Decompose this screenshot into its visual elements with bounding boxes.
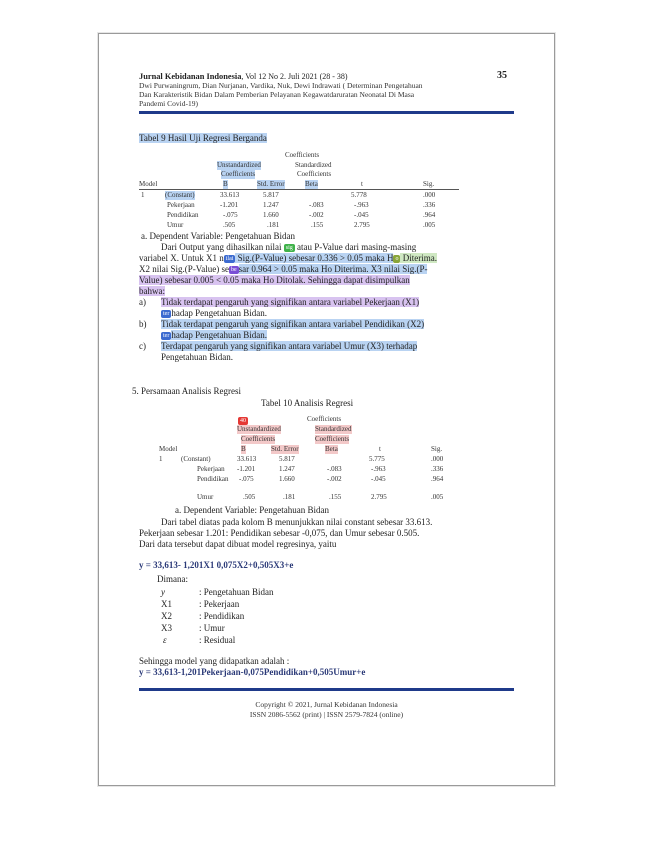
table9-cell-se: 1.660 (263, 211, 279, 219)
table10-cell-se: 1.247 (279, 465, 295, 473)
table10-cell-b: -1.201 (237, 465, 256, 473)
header-authors-line3: Pandemi Covid-19) (139, 99, 198, 108)
annotation-tag[interactable]: 40 (240, 418, 246, 425)
table10-cell-sig: .000 (431, 455, 444, 463)
table10-cell-beta: .155 (329, 493, 342, 501)
table9-cell-name: Umur (167, 221, 184, 229)
table9-col-beta: Beta (305, 180, 318, 188)
table9-std-1: Standardized (295, 161, 332, 169)
annotation-tag[interactable]: o (395, 255, 399, 262)
table9-footnote: a. Dependent Variable: Pengetahuan Bidan (141, 231, 296, 241)
para1-line3: X2 nilai Sig.(P-Value) se be sar 0.964 > 0.05 maka Ho Diterima. X3 nilai Sig.(P- (139, 264, 428, 274)
footer-issn: ISSN 2086-5562 (print) | ISSN 2579-7824 (online) (249, 710, 404, 719)
table10-cell-se: 5.817 (279, 455, 295, 463)
table9-cell-sig: .000 (423, 191, 436, 199)
table9-cell-se: 1.247 (263, 201, 279, 209)
dimana-label: Dimana: (157, 574, 188, 584)
footer-divider (139, 688, 514, 691)
list-marker: c) (139, 341, 146, 351)
table10-cell-b: 33.613 (237, 455, 257, 463)
table9-cell-name: (Constant) (165, 191, 195, 199)
table9-cell-b: .505 (223, 221, 236, 229)
table10-col-t: t (379, 445, 381, 453)
def-symbol: y (161, 587, 165, 597)
list-line2: ter hadap Pengetahuan Bidan. (163, 308, 268, 318)
table10-cell-se: 1.660 (279, 475, 295, 483)
para1-line2: variabel X. Untuk X1 n ilai Sig.(P-Value) sebesar 0.336 > 0.05 maka H o Diterima. (139, 253, 437, 263)
def-desc: : Pekerjaan (199, 599, 240, 609)
table9-rule (139, 189, 459, 190)
table9-col-sig: Sig. (423, 180, 435, 188)
table9-cell-se: .181 (267, 221, 280, 229)
table9-cell-name: Pendidikan (167, 211, 199, 219)
table9-cell-t: 2.795 (354, 221, 370, 229)
table10-cell-sig: .964 (431, 475, 444, 483)
annotation-tag[interactable]: sig (285, 244, 293, 251)
list-line1: Tidak terdapat pengaruh yang signifikan antara variabel Pendidikan (X2) (161, 319, 425, 329)
table9-caption: Tabel 9 Hasil Uji Regresi Berganda (139, 133, 267, 143)
table9-cell-sig: .005 (423, 221, 436, 229)
table10-cell-b: -.075 (239, 475, 254, 483)
table9-col-t: t (361, 180, 363, 188)
para2-line1: Dari tabel diatas pada kolom B menunjukkan nilai constant sebesar 33.613. (161, 517, 433, 527)
table10-unstd-1: Unstandardized (237, 425, 281, 433)
table10-cell-name: Umur (197, 493, 214, 501)
table9-cell-beta: -.083 (309, 201, 324, 209)
table9-unstd-2: Coefficients (221, 170, 256, 178)
table10-unstd-2: Coefficients (241, 435, 276, 443)
def-desc: : Pengetahuan Bidan (199, 587, 274, 597)
table10-col-sig: Sig. (431, 445, 443, 453)
annotation-tag[interactable]: ilai (225, 255, 234, 262)
para1-line5: bahwa: (139, 286, 165, 296)
model-intro: Sehingga model yang didapatkan adalah : (139, 656, 290, 666)
section5-heading: 5. Persamaan Analisis Regresi (132, 386, 241, 396)
table9-cell-name: Pekerjaan (167, 201, 195, 209)
journal-volume: , Vol 12 No 2. Juli 2021 (28 - 38) (241, 72, 348, 81)
final-model-equation: y = 33,613-1,201Pekerjaan-0,075Pendidikan+0,505Umur+e (139, 667, 366, 677)
regression-equation: y = 33,613- 1,201X1 0,075X2+0,505X3+e (139, 560, 294, 570)
table9-row-number: 1 (141, 191, 145, 199)
table10-footnote: a. Dependent Variable: Pengetahuan Bidan (175, 505, 330, 515)
list-marker: a) (139, 297, 146, 307)
page-number: 35 (497, 70, 507, 81)
header-divider (139, 111, 514, 114)
table9-col-b: B (223, 180, 228, 188)
annotation-tag[interactable]: ter (163, 310, 170, 317)
def-desc: : Umur (199, 623, 225, 633)
table10-std-1: Standardized (315, 425, 352, 433)
table10-coef-title: Coefficients (307, 415, 342, 423)
table9-cell-sig: .336 (423, 201, 436, 209)
header-authors-line2: Dan Karakteristik Bidan Dalam Pemberian Pelayanan Kegawatdaruratan Neonatal Di Masa (139, 90, 415, 99)
table10-cell-t: -.963 (371, 465, 386, 473)
journal-title: Jurnal Kebidanan Indonesia (139, 72, 242, 81)
table9-std-2: Coefficients (297, 170, 332, 178)
def-symbol: X2 (161, 611, 172, 621)
table10-cell-name: Pekerjaan (197, 465, 225, 473)
table10-col-b: B (241, 445, 246, 453)
table10-row-number: 1 (159, 455, 163, 463)
document-page (98, 33, 555, 786)
table9-cell-b: -1.201 (220, 201, 239, 209)
table9-cell-b: 33.613 (220, 191, 240, 199)
def-desc: : Pendidikan (199, 611, 245, 621)
table10-cell-beta: -.002 (327, 475, 342, 483)
para2-line3: Dari data tersebut dapat dibuat model regresinya, yaitu (139, 539, 337, 549)
header-authors-line1: Dwi Purwaningrum, Dian Nurjanan, Vardika, Nuk, Dewi Indrawati ( Determinan Pengetahuan (139, 81, 423, 90)
table10-cell-beta: -.083 (327, 465, 342, 473)
footer-copyright: Copyright © 2021, Jurnal Kebidanan Indonesia (255, 700, 398, 709)
table10-cell-sig: .005 (431, 493, 444, 501)
table10-cell-t: -.045 (371, 475, 386, 483)
table9-cell-t: -.045 (354, 211, 369, 219)
table10-caption: Tabel 10 Analisis Regresi (261, 398, 354, 408)
table9-coef-title: Coefficients (285, 151, 320, 159)
table10-col-se: Std. Error (271, 445, 299, 453)
table10-cell-name: Pendidikan (197, 475, 229, 483)
table10-col-model: Model (159, 445, 178, 453)
table10-col-beta: Beta (325, 445, 338, 453)
table9-cell-se: 5.817 (263, 191, 279, 199)
list-line2: Pengetahuan Bidan. (161, 352, 233, 362)
def-symbol: X1 (161, 599, 172, 609)
table10-cell-name: (Constant) (181, 455, 211, 463)
table9-col-model: Model (139, 180, 158, 188)
para2-line2: Pekerjaan sebesar 1.201: Pendidikan sebesar -0,075, dan Umur sebesar 0.505. (139, 528, 420, 538)
table10-std-2: Coefficients (315, 435, 350, 443)
table10-cell-sig: .336 (431, 465, 444, 473)
list-line1: Terdapat pengaruh yang signifikan antara variabel Umur (X3) terhadap (161, 341, 418, 351)
table9-cell-t: -.963 (354, 201, 369, 209)
table9-cell-t: 5.778 (351, 191, 367, 199)
table9-cell-sig: .964 (423, 211, 436, 219)
annotation-tag[interactable]: ter (163, 332, 170, 339)
def-symbol: X3 (161, 623, 172, 633)
list-line1: Tidak terdapat pengaruh yang signifikan antara variabel Pekerjaan (X1) (161, 297, 420, 307)
table9-cell-b: -.075 (223, 211, 238, 219)
list-marker: b) (139, 319, 147, 329)
def-symbol: ε (163, 635, 167, 645)
table10-cell-t: 2.795 (371, 493, 387, 501)
table9-col-se: Std. Error (257, 180, 285, 188)
table9-unstd-1: Unstandardized (217, 161, 261, 169)
table9-cell-beta: -.002 (309, 211, 324, 219)
para1-line1: Dari Output yang dihasilkan nilai sig atau P-Value dari masing-masing (161, 242, 417, 252)
table10-cell-se: .181 (283, 493, 296, 501)
table10-cell-t: 5.775 (369, 455, 385, 463)
def-desc: : Residual (199, 635, 236, 645)
para1-line4: Value) sebesar 0.005 < 0.05 maka Ho Ditolak. Sehingga dapat disimpulkan (139, 275, 410, 285)
table9-cell-beta: .155 (311, 221, 324, 229)
annotation-tag[interactable]: be (231, 266, 237, 273)
table10-cell-b: .505 (243, 493, 256, 501)
list-line2: ter hadap Pengetahuan Bidan. (163, 330, 268, 340)
